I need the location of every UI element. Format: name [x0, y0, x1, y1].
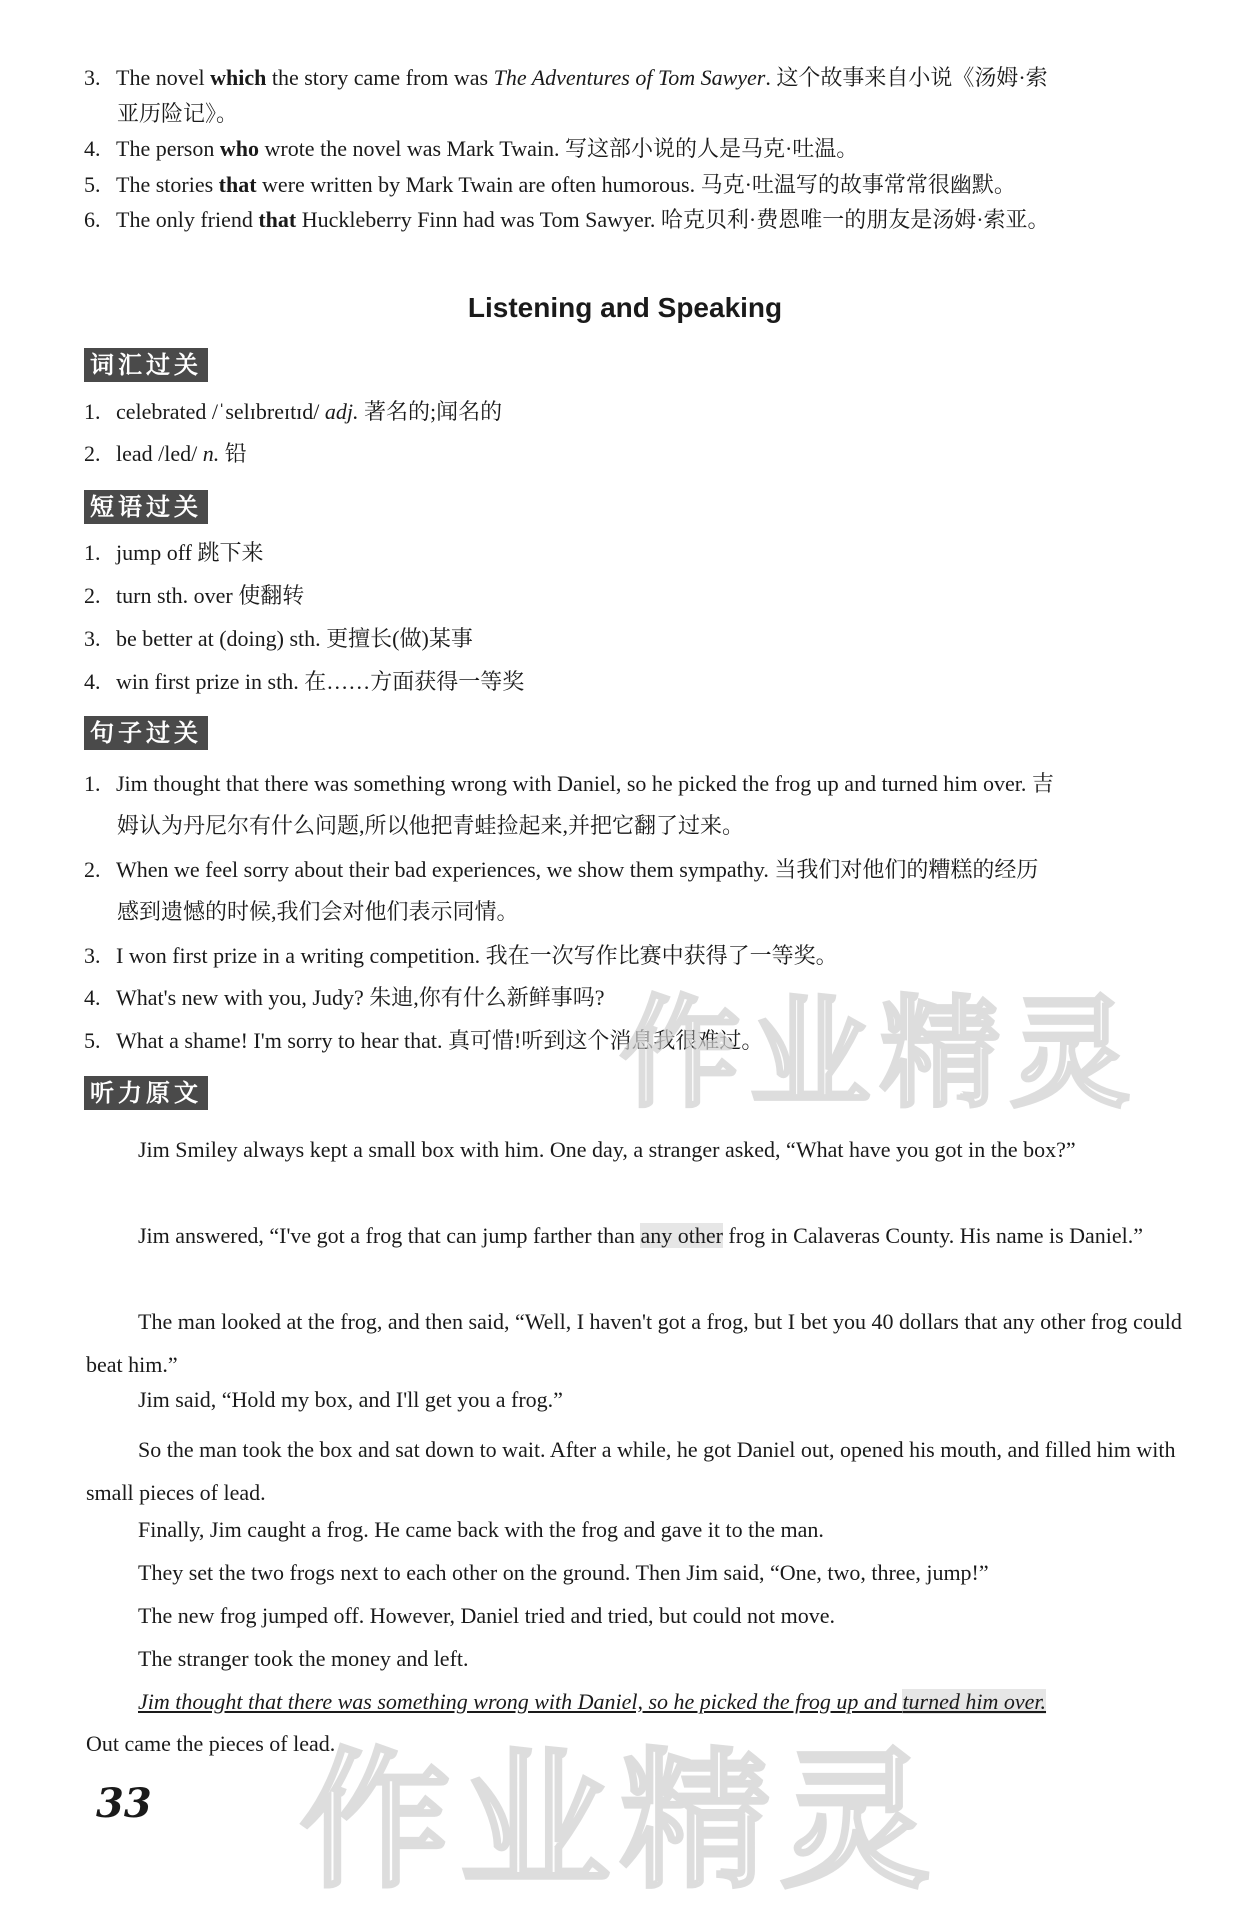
item-number: 1.	[84, 399, 101, 424]
phrase-item	[84, 582, 1184, 610]
transcript-paragraph: So the man took the box and sat down to wait. After a while, he got Daniel out, opened his mouth, and filled him with small pieces of lead.	[86, 1437, 1176, 1505]
transcript-paragraph	[86, 1214, 1186, 1257]
vocab-meaning: 铅	[219, 441, 247, 466]
text: Jim thought that there was something wrong with Daniel, so he picked the frog up and	[138, 1689, 903, 1714]
phrase-text: win first prize in sth. 在……方面获得一等奖	[116, 669, 525, 694]
grammar-sentence	[84, 206, 1184, 234]
watermark: 作业精灵	[620, 985, 1140, 1124]
transcript-paragraph: Out came the pieces of lead.	[86, 1731, 336, 1756]
sentence-cont: 感到遗憾的时候,我们会对他们表示同情。	[117, 899, 519, 924]
sentence-text: Jim thought that there was something wrong with Daniel, so he picked the frog up and turned him over. 吉	[116, 771, 1054, 796]
sentence-cont: 姆认为丹尼尔有什么问题,所以他把青蛙捡起来,并把它翻了过来。	[117, 813, 745, 838]
item-number: 5.	[84, 1028, 101, 1053]
transcript-paragraph: Jim said, “Hold my box, and I'll get you a frog.”	[138, 1387, 563, 1412]
text: the story came from was	[266, 65, 494, 90]
transcript-paragraph: The stranger took the money and left.	[138, 1646, 469, 1671]
sentence-text: When we feel sorry about their bad experiences, we show them sympathy. 当我们对他们的糟糕的经历	[116, 857, 1039, 882]
bold-word: which	[210, 65, 267, 90]
phrase-text: jump off 跳下来	[116, 540, 264, 565]
item-number: 6.	[84, 207, 101, 232]
vocab-word: lead /led/	[116, 441, 203, 466]
text: The stories	[116, 172, 219, 197]
item-number: 2.	[84, 583, 101, 608]
book-title: The Adventures of Tom Sawyer	[493, 65, 766, 90]
grammar-sentence	[84, 64, 1184, 92]
item-number: 4.	[84, 985, 101, 1010]
watermark: 作业精灵	[300, 1735, 941, 1909]
transcript-paragraph: The new frog jumped off. However, Daniel tried and tried, but could not move.	[138, 1603, 836, 1628]
item-number: 2.	[84, 441, 101, 466]
vocab-item	[84, 440, 1184, 468]
phrases-label: 短语过关	[84, 490, 208, 524]
text: Jim answered, “I've got a frog that can jump farther than	[138, 1223, 641, 1248]
phrase-text: turn sth. over 使翻转	[116, 583, 305, 608]
sentence-item	[84, 770, 1184, 798]
text: were written by Mark Twain are often humorous. 马克·吐温写的故事常常很幽默。	[256, 172, 1016, 197]
text: frog in Calaveras County. His name is Daniel.”	[722, 1223, 1144, 1248]
phrase-item	[84, 539, 1184, 567]
part-of-speech: n.	[202, 441, 220, 466]
bold-word: that	[218, 172, 257, 197]
grammar-sentence	[84, 135, 1184, 163]
sentence-text: What's new with you, Judy? 朱迪,你有什么新鲜事吗?	[116, 985, 605, 1010]
sentence-text: I won first prize in a writing competition. 我在一次写作比赛中获得了一等奖。	[116, 943, 838, 968]
text: . 这个故事来自小说《汤姆·索	[765, 65, 1048, 90]
sentence-item	[84, 856, 1184, 884]
phrase-text: be better at (doing) sth. 更擅长(做)某事	[116, 626, 473, 651]
highlighted-text: turned him over.	[902, 1689, 1047, 1714]
part-of-speech: adj.	[324, 399, 359, 424]
sentence-text: What a shame! I'm sorry to hear that. 真可惜!听到这个消息我很难过。	[116, 1028, 764, 1053]
item-number: 3.	[84, 943, 101, 968]
transcript-label: 听力原文	[84, 1076, 208, 1110]
text: wrote the novel was Mark Twain. 写这部小说的人是马克·吐温。	[258, 136, 859, 161]
item-number: 2.	[84, 857, 101, 882]
transcript-paragraph: The man looked at the frog, and then said, “Well, I haven't got a frog, but I bet you 40 dollars that any other frog could beat him.”	[86, 1309, 1182, 1377]
vocab-item	[84, 398, 1184, 426]
text: The novel	[116, 65, 211, 90]
bold-word: who	[219, 136, 259, 161]
item-number: 3.	[84, 65, 101, 90]
vocab-label: 词汇过关	[84, 348, 208, 382]
text: The person	[116, 136, 220, 161]
bold-word: that	[258, 207, 297, 232]
item-number: 1.	[84, 540, 101, 565]
item-number: 1.	[84, 771, 101, 796]
transcript-paragraph: They set the two frogs next to each other on the ground. Then Jim said, “One, two, three, jump!”	[138, 1560, 989, 1585]
vocab-meaning: 著名的;闻名的	[358, 399, 503, 424]
grammar-sentence-cont: 亚历险记》。	[117, 101, 239, 126]
vocab-word: celebrated /ˈselɪbreɪtɪd/	[116, 399, 325, 424]
item-number: 5.	[84, 172, 101, 197]
highlighted-text: any other	[640, 1223, 723, 1248]
phrase-item	[84, 625, 1184, 653]
item-number: 4.	[84, 136, 101, 161]
transcript-paragraph: Jim Smiley always kept a small box with him. One day, a stranger asked, “What have you got in the box?”	[138, 1137, 1076, 1162]
grammar-sentence	[84, 171, 1184, 199]
text: The only friend	[116, 207, 259, 232]
section-title: Listening and Speaking	[467, 292, 783, 323]
page-number: 33	[96, 1780, 152, 1827]
phrase-item	[84, 668, 1184, 696]
sentences-label: 句子过关	[84, 716, 208, 750]
item-number: 4.	[84, 669, 101, 694]
item-number: 3.	[84, 626, 101, 651]
transcript-paragraph: Finally, Jim caught a frog. He came back with the frog and gave it to the man.	[138, 1517, 824, 1542]
text: Huckleberry Finn had was Tom Sawyer. 哈克贝利·费恩唯一的朋友是汤姆·索亚。	[296, 207, 1050, 232]
